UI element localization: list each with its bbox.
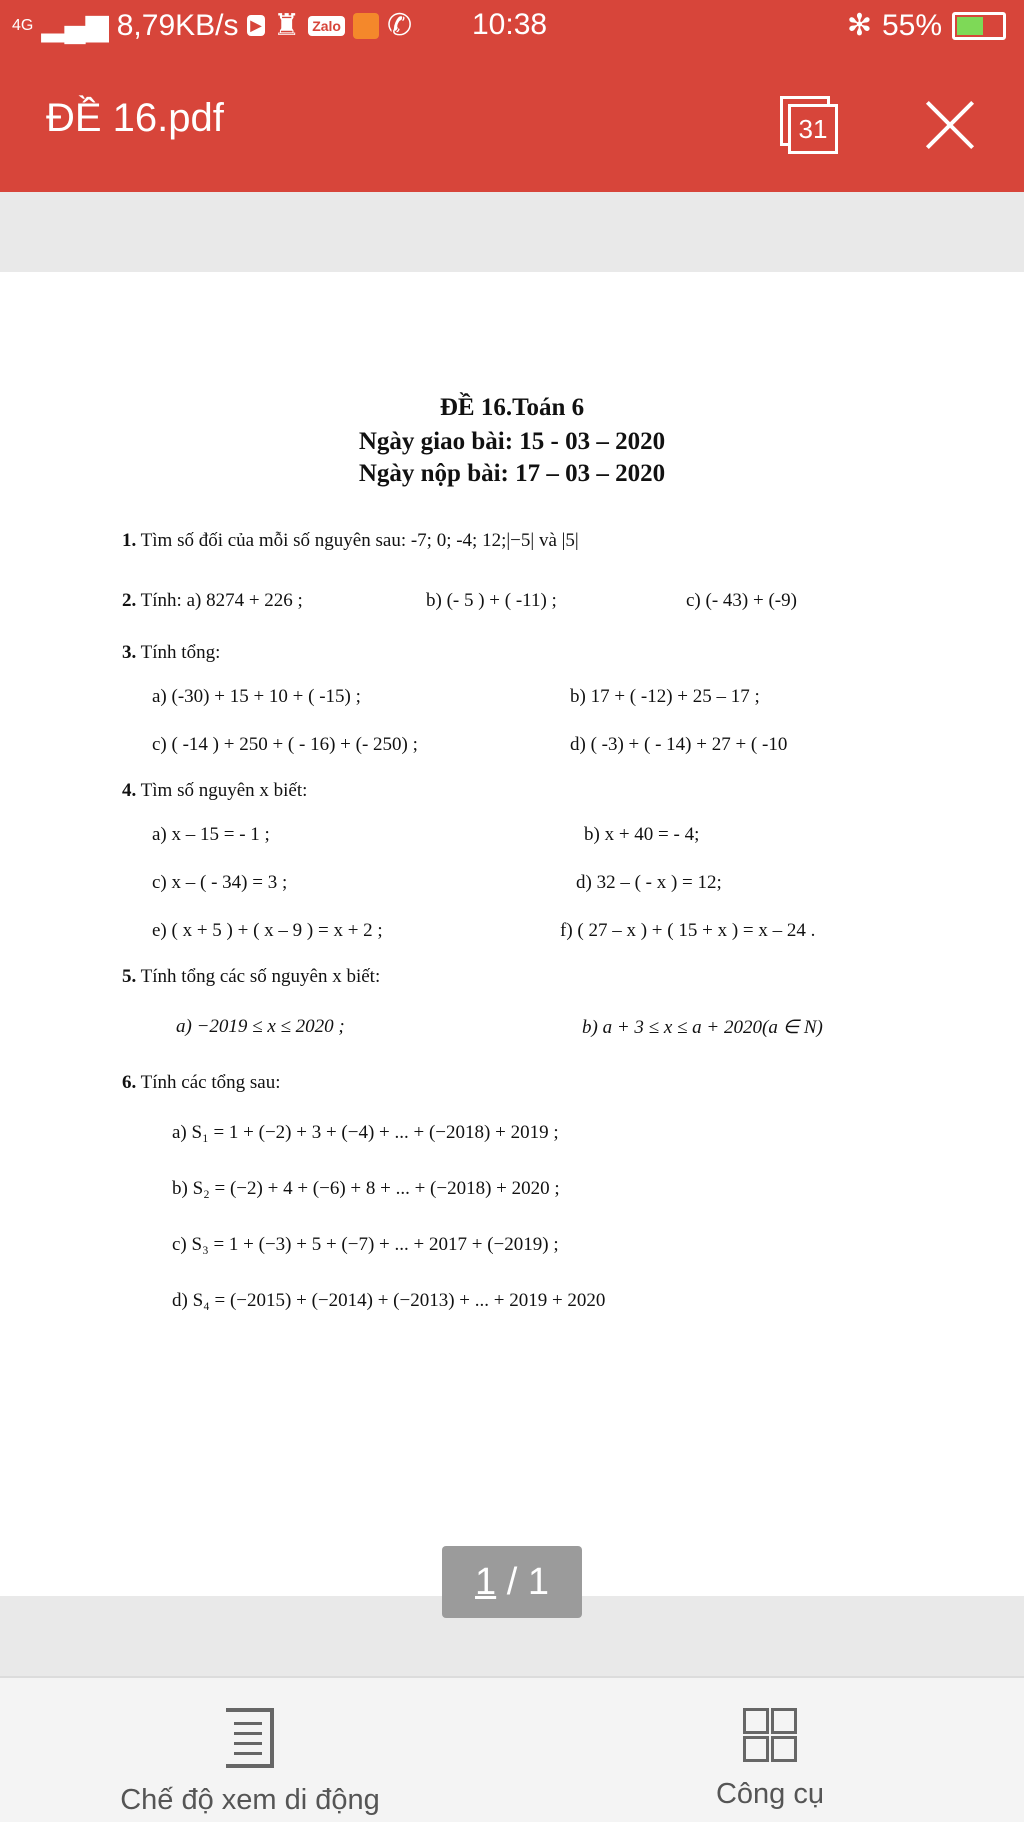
q3-a: a) (-30) + 15 + 10 + ( -15) ; [152, 686, 361, 707]
question-3 [122, 642, 220, 664]
page-total: / 1 [496, 1561, 549, 1603]
page-current: 1 [475, 1561, 497, 1603]
q5-text: Tính tổng các số nguyên x biết: [136, 966, 381, 987]
bottom-toolbar [0, 1676, 1024, 1822]
page-overview-button[interactable] [780, 96, 832, 148]
mobile-view-button[interactable] [100, 1708, 400, 1817]
q1-number: 1. [122, 530, 137, 551]
grid-icon [743, 1708, 797, 1762]
q4-e: e) ( x + 5 ) + ( x – 9 ) = x + 2 ; [152, 920, 383, 941]
mobile-view-label: Chế độ xem di động [120, 1784, 380, 1816]
q1-text: Tìm số đối của mỗi số nguyên sau: -7; 0; -4; 12;|−5| và |5| [136, 530, 579, 551]
app-notification-icon [353, 13, 379, 39]
net-speed: 8,79KB/s [116, 8, 239, 42]
youtube-icon: ▶ [247, 15, 266, 36]
page-indicator [442, 1546, 582, 1618]
battery-percent: 55% [881, 8, 942, 42]
bluetooth-icon: ✻ [846, 9, 872, 42]
network-label: 4G [12, 16, 34, 34]
pages-count: 31 [788, 104, 838, 154]
question-5 [122, 966, 380, 988]
q6-c: c) S₃ = 1 + (−3) + 5 + (−7) + ... + 2017 + (−2019) ; [172, 1234, 559, 1255]
q6-d: d) S₄ = (−2015) + (−2014) + (−2013) + ... + 2019 + 2020 [172, 1290, 606, 1311]
q5-b: b) a + 3 ≤ x ≤ a + 2020(a ∈ N) [582, 1017, 823, 1038]
q6-number: 6. [122, 1072, 137, 1093]
q3-text: Tính tổng: [136, 642, 221, 663]
q5-number: 5. [122, 966, 137, 987]
zalo-icon: Zalo [308, 16, 345, 36]
doc-heading: ĐỀ 16.Toán 6 [439, 394, 585, 421]
q4-number: 4. [122, 780, 137, 801]
status-bar [0, 0, 1024, 52]
question-4 [122, 780, 307, 802]
q4-d: d) 32 – ( - x ) = 12; [576, 872, 722, 893]
q3-b: b) 17 + ( -12) + 25 – 17 ; [570, 686, 760, 707]
q2-b: b) (- 5 ) + ( -11) ; [426, 590, 557, 611]
question-1 [122, 530, 579, 552]
app-bar [0, 0, 1024, 192]
q4-c: c) x – ( - 34) = 3 ; [152, 872, 288, 893]
status-left [12, 8, 412, 43]
document-title: ĐỀ 16.pdf [46, 96, 224, 140]
q2-text: Tính: a) 8274 + 226 ; [136, 590, 303, 611]
signal-icon: ▂▄▆ [41, 9, 109, 42]
mobile-view-icon [226, 1708, 274, 1768]
battery-icon [952, 12, 1006, 40]
pdf-page [0, 272, 1024, 1596]
status-right [847, 8, 1006, 43]
tools-button[interactable] [670, 1708, 870, 1811]
q6-a: a) S₁ = 1 + (−2) + 3 + (−4) + ... + (−2018) + 2019 ; [172, 1122, 559, 1143]
assign-date: Ngày giao bài: 15 - 03 – 2020 [358, 428, 666, 455]
question-6 [122, 1072, 280, 1094]
question-2 [122, 590, 303, 612]
tools-label: Công cụ [715, 1778, 824, 1810]
q6-text: Tính các tổng sau: [136, 1072, 281, 1093]
q6-b: b) S₂ = (−2) + 4 + (−6) + 8 + ... + (−2018) + 2020 ; [172, 1178, 560, 1199]
due-date: Ngày nộp bài: 17 – 03 – 2020 [358, 460, 666, 487]
q4-text: Tìm số nguyên x biết: [136, 780, 308, 801]
q2-number: 2. [122, 590, 137, 611]
q3-d: d) ( -3) + ( - 14) + 27 + ( -10 [570, 734, 788, 755]
q5-a: a) −2019 ≤ x ≤ 2020 ; [176, 1016, 345, 1037]
q2-c: c) (- 43) + (-9) [686, 590, 797, 611]
q3-c: c) ( -14 ) + 250 + ( - 16) + (- 250) ; [152, 734, 418, 755]
clock: 10:38 [472, 8, 548, 41]
close-icon[interactable] [920, 96, 980, 156]
q3-number: 3. [122, 642, 137, 663]
keyhole-icon: ♜ [273, 9, 301, 42]
q4-a: a) x – 15 = - 1 ; [152, 824, 270, 845]
q4-b: b) x + 40 = - 4; [584, 824, 700, 845]
q4-f: f) ( 27 – x ) + ( 15 + x ) = x – 24 . [560, 920, 816, 941]
missed-call-icon: ✆ [386, 9, 413, 42]
